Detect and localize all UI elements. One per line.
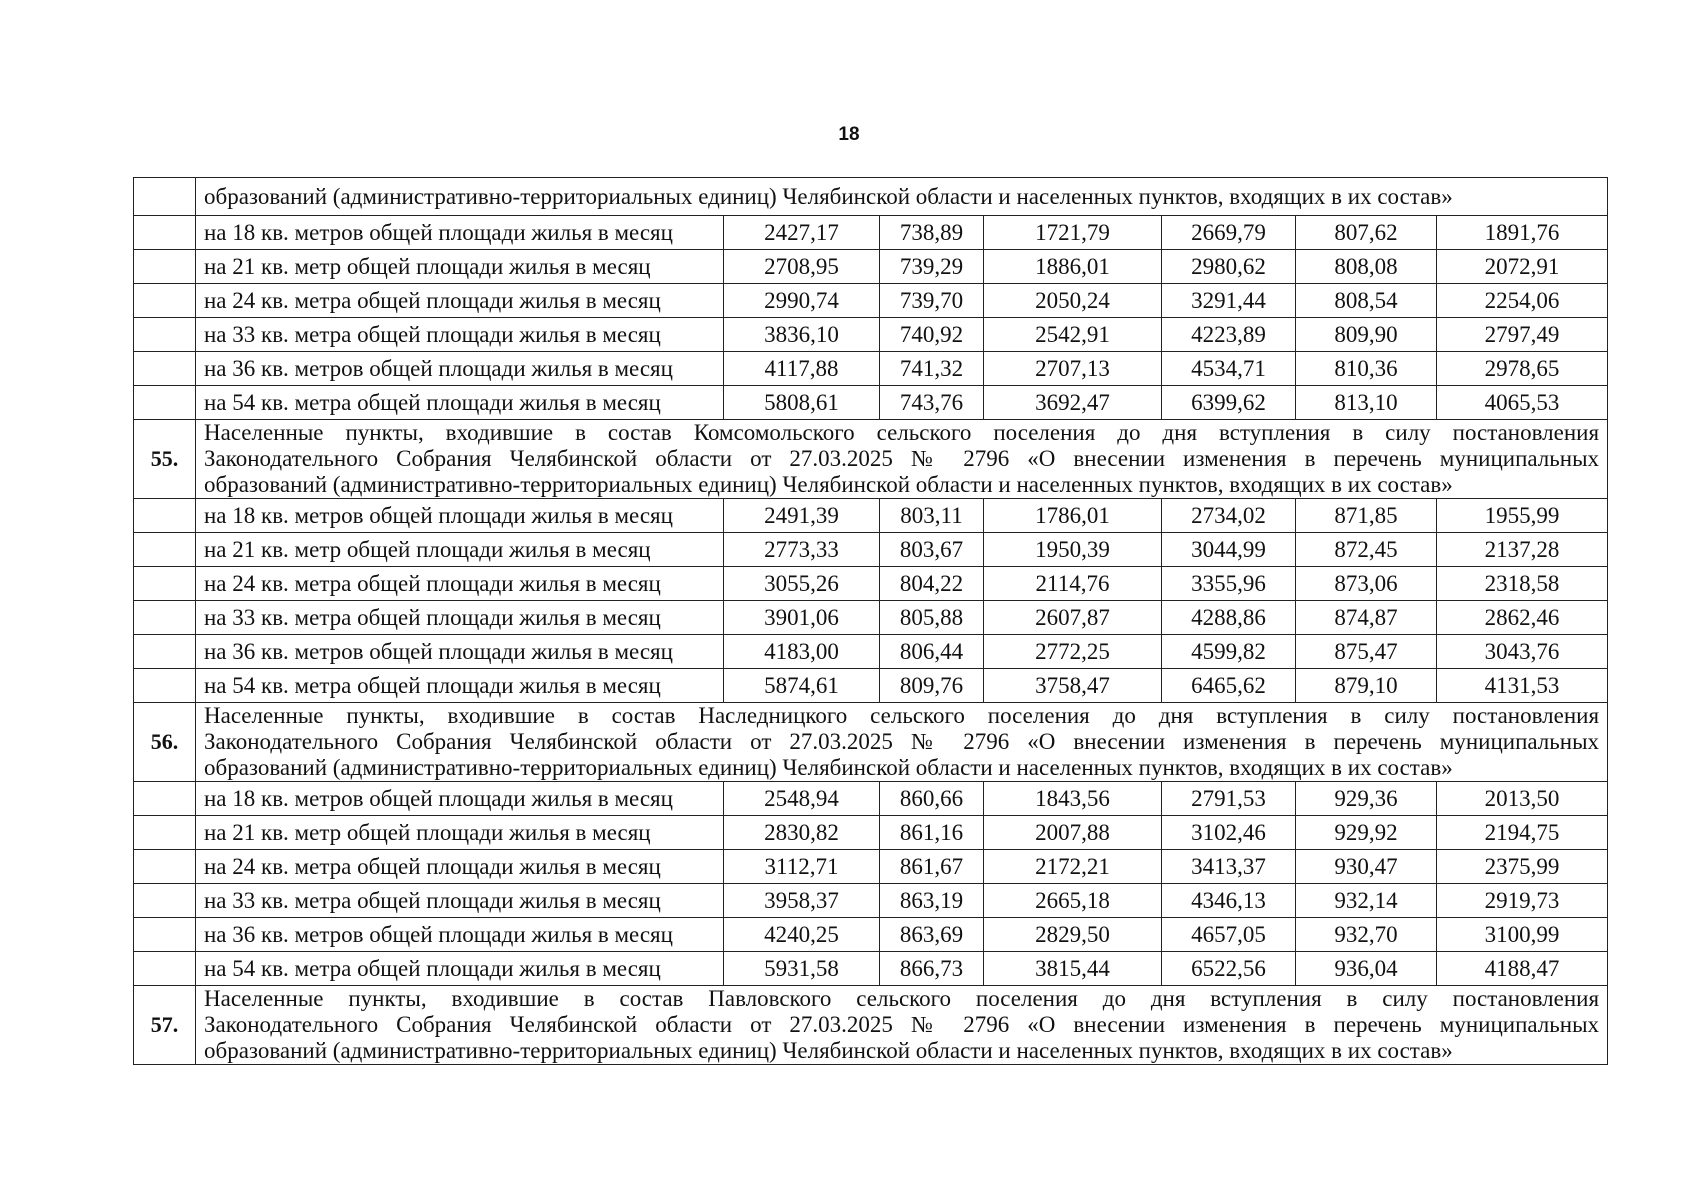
row-number-cell — [134, 601, 196, 635]
row-value-cell: 4223,89 — [1162, 318, 1296, 352]
row-value-cell: 2137,28 — [1437, 533, 1608, 567]
row-value-cell: 6522,56 — [1162, 952, 1296, 986]
row-value-cell: 2607,87 — [984, 601, 1162, 635]
row-value-cell: 932,70 — [1296, 918, 1437, 952]
row-value-cell: 929,36 — [1296, 782, 1437, 816]
row-value-cell: 2707,13 — [984, 352, 1162, 386]
row-value-cell: 803,67 — [880, 533, 984, 567]
row-value-cell: 804,22 — [880, 567, 984, 601]
row-value-cell: 5874,61 — [724, 669, 880, 703]
section-title-row — [134, 986, 1608, 1065]
row-value-cell: 3692,47 — [984, 386, 1162, 420]
row-value-cell: 2669,79 — [1162, 216, 1296, 250]
row-value-cell: 2862,46 — [1437, 601, 1608, 635]
row-value-cell: 808,08 — [1296, 250, 1437, 284]
row-value-cell: 2548,94 — [724, 782, 880, 816]
row-value-cell: 932,14 — [1296, 884, 1437, 918]
row-value-cell: 2375,99 — [1437, 850, 1608, 884]
row-value-cell: 2072,91 — [1437, 250, 1608, 284]
table-row — [134, 318, 1608, 352]
row-value-cell: 2007,88 — [984, 816, 1162, 850]
row-number-cell — [134, 782, 196, 816]
row-value-cell: 861,67 — [880, 850, 984, 884]
row-value-cell: 4117,88 — [724, 352, 880, 386]
section-title-line: образований (административно-территориальных единиц) Челябинской области и населенных пунктов, входящих в их состав» — [204, 755, 1453, 780]
row-value-cell: 2919,73 — [1437, 884, 1608, 918]
row-value-cell: 808,54 — [1296, 284, 1437, 318]
row-label: на 33 кв. метра общей площади жилья в месяц — [196, 318, 724, 352]
row-label: на 21 кв. метр общей площади жилья в месяц — [196, 533, 724, 567]
row-value-cell: 871,85 — [1296, 499, 1437, 533]
row-value-cell: 3958,37 — [724, 884, 880, 918]
row-label: на 18 кв. метров общей площади жилья в месяц — [196, 499, 724, 533]
row-label: на 24 кв. метра общей площади жилья в месяц — [196, 567, 724, 601]
section-title-line: Населенные пункты, входившие в состав Павловского сельского поселения до дня вступления в силу постановления — [204, 986, 1600, 1011]
section-title-line: Законодательного Собрания Челябинской области от 27.03.2025 № 2796 «О внесении изменения в перечень муниципальных — [204, 729, 1600, 754]
row-value-cell: 874,87 — [1296, 601, 1437, 635]
row-number-cell — [134, 284, 196, 318]
table-row — [134, 884, 1608, 918]
row-value-cell: 3044,99 — [1162, 533, 1296, 567]
row-label: на 54 кв. метра общей площади жилья в месяц — [196, 669, 724, 703]
table-row — [134, 386, 1608, 420]
row-value-cell: 809,76 — [880, 669, 984, 703]
table-row — [134, 567, 1608, 601]
row-label: на 24 кв. метра общей площади жилья в месяц — [196, 850, 724, 884]
row-value-cell: 809,90 — [1296, 318, 1437, 352]
row-number-cell — [134, 386, 196, 420]
row-number-cell — [134, 635, 196, 669]
row-value-cell: 4240,25 — [724, 918, 880, 952]
section-number: 55. — [134, 420, 196, 499]
row-number-cell — [134, 952, 196, 986]
row-value-cell: 3043,76 — [1437, 635, 1608, 669]
table-body — [134, 178, 1608, 1065]
row-label: на 18 кв. метров общей площади жилья в месяц — [196, 782, 724, 816]
row-label: на 54 кв. метра общей площади жилья в месяц — [196, 386, 724, 420]
table-row — [134, 499, 1608, 533]
row-value-cell: 807,62 — [1296, 216, 1437, 250]
row-number-cell — [134, 918, 196, 952]
row-value-cell: 1786,01 — [984, 499, 1162, 533]
section-number-cell — [134, 178, 196, 216]
row-value-cell: 1955,99 — [1437, 499, 1608, 533]
row-number-cell — [134, 850, 196, 884]
row-value-cell: 3100,99 — [1437, 918, 1608, 952]
row-value-cell: 739,70 — [880, 284, 984, 318]
row-value-cell: 2013,50 — [1437, 782, 1608, 816]
row-value-cell: 741,32 — [880, 352, 984, 386]
row-value-cell: 1891,76 — [1437, 216, 1608, 250]
row-value-cell: 2978,65 — [1437, 352, 1608, 386]
row-value-cell: 863,69 — [880, 918, 984, 952]
section-title — [196, 986, 1608, 1065]
row-value-cell: 4346,13 — [1162, 884, 1296, 918]
row-value-cell: 875,47 — [1296, 635, 1437, 669]
row-value-cell: 3901,06 — [724, 601, 880, 635]
row-value-cell: 5808,61 — [724, 386, 880, 420]
table-row — [134, 284, 1608, 318]
row-value-cell: 2114,76 — [984, 567, 1162, 601]
row-value-cell: 4188,47 — [1437, 952, 1608, 986]
row-value-cell: 4288,86 — [1162, 601, 1296, 635]
row-label: на 33 кв. метра общей площади жилья в месяц — [196, 884, 724, 918]
row-value-cell: 929,92 — [1296, 816, 1437, 850]
row-value-cell: 803,11 — [880, 499, 984, 533]
row-value-cell: 3055,26 — [724, 567, 880, 601]
row-number-cell — [134, 499, 196, 533]
row-value-cell: 2829,50 — [984, 918, 1162, 952]
row-value-cell: 738,89 — [880, 216, 984, 250]
row-value-cell: 4131,53 — [1437, 669, 1608, 703]
row-value-cell: 2772,25 — [984, 635, 1162, 669]
row-value-cell: 4599,82 — [1162, 635, 1296, 669]
row-value-cell: 2708,95 — [724, 250, 880, 284]
row-value-cell: 861,16 — [880, 816, 984, 850]
row-value-cell: 2194,75 — [1437, 816, 1608, 850]
row-value-cell: 872,45 — [1296, 533, 1437, 567]
row-number-cell — [134, 352, 196, 386]
table-row — [134, 352, 1608, 386]
row-value-cell: 879,10 — [1296, 669, 1437, 703]
section-title-line: образований (административно-территориальных единиц) Челябинской области и населенных пунктов, входящих в их состав» — [204, 472, 1453, 497]
row-value-cell: 5931,58 — [724, 952, 880, 986]
tariff-table — [133, 177, 1608, 1065]
row-value-cell: 2980,62 — [1162, 250, 1296, 284]
section-number: 57. — [134, 986, 196, 1065]
row-value-cell: 2773,33 — [724, 533, 880, 567]
table-row — [134, 250, 1608, 284]
row-value-cell: 813,10 — [1296, 386, 1437, 420]
row-value-cell: 863,19 — [880, 884, 984, 918]
row-value-cell: 2830,82 — [724, 816, 880, 850]
section-title-row — [134, 703, 1608, 782]
table-row — [134, 816, 1608, 850]
row-value-cell: 2665,18 — [984, 884, 1162, 918]
row-value-cell: 3413,37 — [1162, 850, 1296, 884]
row-value-cell: 3836,10 — [724, 318, 880, 352]
row-value-cell: 2172,21 — [984, 850, 1162, 884]
row-value-cell: 3815,44 — [984, 952, 1162, 986]
section-title-line: Населенные пункты, входившие в состав Наследницкого сельского поселения до дня вступления в силу постановления — [204, 703, 1600, 728]
table-row — [134, 635, 1608, 669]
row-value-cell: 806,44 — [880, 635, 984, 669]
row-number-cell — [134, 567, 196, 601]
row-value-cell: 4534,71 — [1162, 352, 1296, 386]
row-value-cell: 4657,05 — [1162, 918, 1296, 952]
section-number: 56. — [134, 703, 196, 782]
row-value-cell: 4065,53 — [1437, 386, 1608, 420]
row-value-cell: 805,88 — [880, 601, 984, 635]
row-value-cell: 2990,74 — [724, 284, 880, 318]
page-number: 18 — [838, 124, 860, 145]
row-value-cell: 2791,53 — [1162, 782, 1296, 816]
row-label: на 24 кв. метра общей площади жилья в месяц — [196, 284, 724, 318]
section-title-line: Законодательного Собрания Челябинской области от 27.03.2025 № 2796 «О внесении изменения в перечень муниципальных — [204, 446, 1600, 471]
row-value-cell: 1843,56 — [984, 782, 1162, 816]
row-value-cell: 740,92 — [880, 318, 984, 352]
row-value-cell: 860,66 — [880, 782, 984, 816]
section-title-row — [134, 178, 1608, 216]
row-label: на 21 кв. метр общей площади жилья в месяц — [196, 816, 724, 850]
table-row — [134, 216, 1608, 250]
row-number-cell — [134, 250, 196, 284]
row-value-cell: 2797,49 — [1437, 318, 1608, 352]
row-value-cell: 1721,79 — [984, 216, 1162, 250]
table-row — [134, 918, 1608, 952]
row-value-cell: 4183,00 — [724, 635, 880, 669]
row-value-cell: 1886,01 — [984, 250, 1162, 284]
table-row — [134, 669, 1608, 703]
row-label: на 18 кв. метров общей площади жилья в месяц — [196, 216, 724, 250]
row-label: на 36 кв. метров общей площади жилья в месяц — [196, 635, 724, 669]
row-label: на 36 кв. метров общей площади жилья в месяц — [196, 918, 724, 952]
row-value-cell: 2734,02 — [1162, 499, 1296, 533]
row-label: на 21 кв. метр общей площади жилья в месяц — [196, 250, 724, 284]
section-title — [196, 420, 1608, 499]
row-label: на 33 кв. метра общей площади жилья в месяц — [196, 601, 724, 635]
row-value-cell: 2050,24 — [984, 284, 1162, 318]
section-title-line: Законодательного Собрания Челябинской области от 27.03.2025 № 2796 «О внесении изменения в перечень муниципальных — [204, 1012, 1600, 1037]
row-label: на 36 кв. метров общей площади жилья в месяц — [196, 352, 724, 386]
row-value-cell: 3355,96 — [1162, 567, 1296, 601]
row-number-cell — [134, 216, 196, 250]
row-value-cell: 2427,17 — [724, 216, 880, 250]
row-number-cell — [134, 816, 196, 850]
row-number-cell — [134, 533, 196, 567]
row-value-cell: 3758,47 — [984, 669, 1162, 703]
section-title-line: образований (административно-территориальных единиц) Челябинской области и населенных пунктов, входящих в их состав» — [204, 1038, 1453, 1063]
section-title-continuation: образований (административно-территориальных единиц) Челябинской области и населенных пунктов, входящих в их состав» — [196, 178, 1608, 216]
row-number-cell — [134, 669, 196, 703]
table-row — [134, 782, 1608, 816]
row-number-cell — [134, 884, 196, 918]
row-value-cell: 3291,44 — [1162, 284, 1296, 318]
table-row — [134, 850, 1608, 884]
row-value-cell: 743,76 — [880, 386, 984, 420]
row-value-cell: 2542,91 — [984, 318, 1162, 352]
row-value-cell: 930,47 — [1296, 850, 1437, 884]
section-title — [196, 703, 1608, 782]
row-value-cell: 6399,62 — [1162, 386, 1296, 420]
row-value-cell: 3112,71 — [724, 850, 880, 884]
table-row — [134, 601, 1608, 635]
row-value-cell: 936,04 — [1296, 952, 1437, 986]
row-value-cell: 1950,39 — [984, 533, 1162, 567]
row-value-cell: 810,36 — [1296, 352, 1437, 386]
table-row — [134, 952, 1608, 986]
row-value-cell: 2318,58 — [1437, 567, 1608, 601]
row-value-cell: 873,06 — [1296, 567, 1437, 601]
table-row — [134, 533, 1608, 567]
row-number-cell — [134, 318, 196, 352]
row-value-cell: 2254,06 — [1437, 284, 1608, 318]
row-value-cell: 3102,46 — [1162, 816, 1296, 850]
row-value-cell: 2491,39 — [724, 499, 880, 533]
row-value-cell: 6465,62 — [1162, 669, 1296, 703]
row-label: на 54 кв. метра общей площади жилья в месяц — [196, 952, 724, 986]
row-value-cell: 739,29 — [880, 250, 984, 284]
row-value-cell: 866,73 — [880, 952, 984, 986]
section-title-row — [134, 420, 1608, 499]
section-title-line: Населенные пункты, входившие в состав Комсомольского сельского поселения до дня вступления в силу постановления — [204, 420, 1600, 445]
